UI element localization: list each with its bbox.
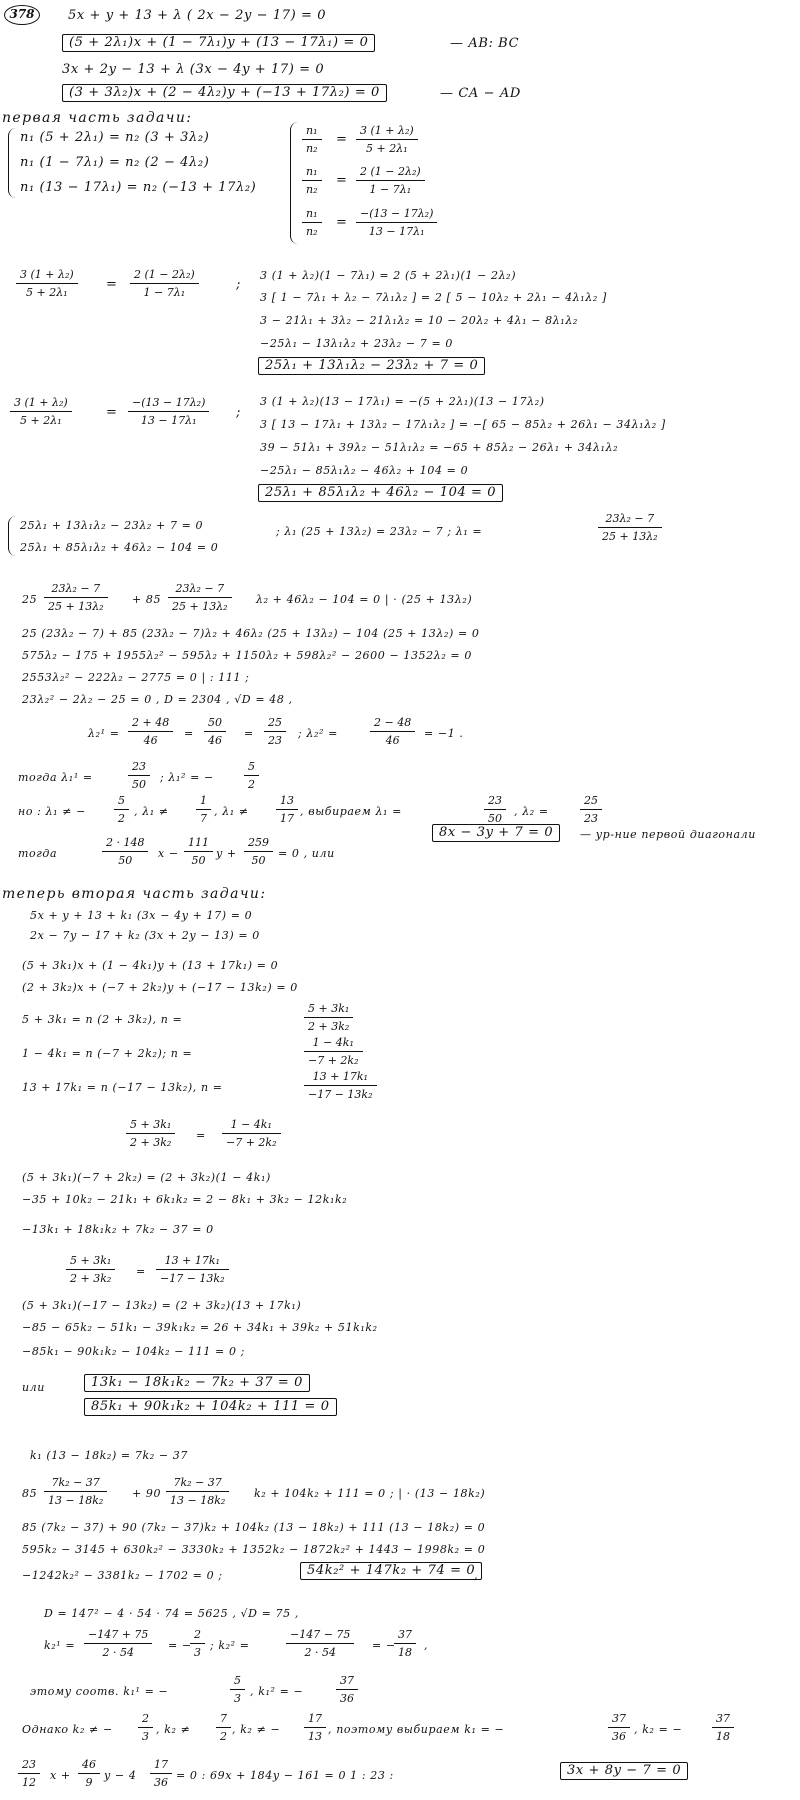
z-frac-2: $\frac{46}{9}$	[78, 1758, 100, 1789]
however-frac-3: $\frac{17}{13}$	[304, 1712, 326, 1743]
second-diagonal-equation: 3x + 8y − 7 = 0	[560, 1762, 688, 1780]
expand-line-3: 2553λ₂² − 222λ₂ − 2775 = 0 | : 111 ;	[22, 671, 250, 684]
boxed-quadratic-k2: 54k₂² + 147k₂ + 74 = 0	[300, 1562, 482, 1580]
block-a-semicolon: ;	[236, 277, 241, 292]
n-eq-2: 1 − 4k₁ = n (−7 + 2k₂); n =	[22, 1047, 193, 1060]
part1-heading: первая часть задачи:	[2, 110, 193, 126]
r-line-3: −85k₁ − 90k₁k₂ − 104k₂ − 111 = 0 ;	[22, 1345, 245, 1358]
z-frac-1: $\frac{23}{12}$	[18, 1758, 40, 1789]
d-frac-4: $\frac{37}{18}$	[394, 1628, 416, 1659]
d-mid-2: ; k₂² =	[210, 1639, 250, 1652]
ratio-1-eq: =	[336, 132, 348, 147]
boxed-k-eq-2: 85k₁ + 90k₁k₂ + 104k₂ + 111 = 0	[84, 1398, 337, 1416]
boxed-eq-ca-ad: (3 + 3λ₂)x + (2 − 4λ₂)y + (−13 + 17λ₂) = 0	[62, 84, 387, 102]
part2-line-4: (2 + 3k₂)x + (−7 + 2k₂)y + (−17 − 13k₂) = 0	[22, 981, 298, 994]
root-label-2: ; λ₂² =	[298, 727, 338, 740]
final1-mid-1: x −	[158, 847, 179, 860]
h-post: k₂ + 104k₂ + 111 = 0 ; | · (13 − 18k₂)	[254, 1487, 486, 1500]
or-label: или	[22, 1381, 45, 1394]
expand-line-4: 23λ₂² − 2λ₂ − 25 = 0 , D = 2304 , √D = 48 ,	[22, 693, 293, 706]
block-b-line-1: 3 (1 + λ₂)(13 − 17λ₁) = −(5 + 2λ₁)(13 − 17λ₂)	[260, 395, 545, 408]
lambda1-fraction: $\frac{\text{23λ₂ − 7}}{\text{25 + 13λ₂}}$	[598, 512, 662, 543]
block-a-line-1: 3 (1 + λ₂)(1 − 7λ₁) = 2 (5 + 2λ₁)(1 − 2λ₂)	[260, 269, 517, 282]
root-frac-1: $\frac{2 + 48}{46}$	[128, 716, 173, 747]
h-frac-1: $\frac{\text{7k₂ − 37}}{\text{13 − 18k₂}}$	[44, 1476, 107, 1507]
expand-line-2: 575λ₂ − 175 + 1955λ₂² − 595λ₂ + 1150λ₂ + 598λ₂² − 2600 − 1352λ₂ = 0	[22, 649, 472, 662]
root-end: = −1 .	[424, 727, 464, 740]
h-line-3-end: ,	[474, 1569, 479, 1582]
r-line-1: (5 + 3k₁)(−17 − 13k₂) = (2 + 3k₂)(13 + 17k₁)	[22, 1299, 302, 1312]
system-brace-1	[8, 128, 17, 198]
d-frac-1: $\frac{-147 + 75}{2 \cdot 54}$	[84, 1628, 152, 1659]
corr-label: этому соотв. k₁¹ = −	[30, 1685, 169, 1698]
but-frac-1: $\frac{5}{2}$	[114, 794, 129, 825]
choose-frac-2: $\frac{25}{23}$	[580, 794, 602, 825]
line-eq-2: 3x + 2y − 13 + λ (3x − 4y + 17) = 0	[62, 62, 325, 77]
lambda1-expression: ; λ₁ (25 + 13λ₂) = 23λ₂ − 7 ; λ₁ =	[276, 525, 483, 538]
choose-label-2: , λ₂ =	[514, 805, 549, 818]
disc-line: D = 147² − 4 · 54 · 74 = 5625 , √D = 75 ,	[44, 1607, 299, 1620]
z-mid-2: y − 4	[104, 1769, 137, 1782]
p-line-2: −35 + 10k₂ − 21k₁ + 6k₁k₂ = 2 − 8k₁ + 3k₂ − 12k₁k₂	[22, 1193, 348, 1206]
choose-frac-1: $\frac{23}{50}$	[484, 794, 506, 825]
z-frac-3: $\frac{17}{36}$	[150, 1758, 172, 1789]
final1-mid-3: = 0 , или	[278, 847, 335, 860]
h-line-3: −1242k₂² − 3381k₂ − 1702 = 0 ;	[22, 1569, 223, 1582]
subst-pre: 25	[22, 593, 38, 606]
system-brace-2	[290, 122, 299, 244]
n-eq-3: 13 + 17k₁ = n (−17 − 13k₂), n =	[22, 1081, 223, 1094]
but-frac-3: $\frac{13}{17}$	[276, 794, 298, 825]
subst-mid: + 85	[132, 593, 162, 606]
block-b-line-3: 39 − 51λ₁ + 39λ₂ − 51λ₁λ₂ = −65 + 85λ₂ − 26λ₁ + 34λ₁λ₂	[260, 441, 619, 454]
block-a-line-2: 3 [ 1 − 7λ₁ + λ₂ − 7λ₁λ₂ ] = 2 [ 5 − 10λ₂ + 2λ₁ − 4λ₁λ₂ ]	[260, 291, 607, 304]
then-label-2: ; λ₁² = −	[160, 771, 214, 784]
root-eq-2: =	[244, 727, 254, 740]
h-line-2: 595k₂ − 3145 + 630k₂² − 3330k₂ + 1352k₂ − 1872k₂² + 1443 − 1998k₂ = 0	[22, 1543, 486, 1556]
block-a-line-3: 3 − 21λ₁ + 3λ₂ − 21λ₁λ₂ = 10 − 20λ₂ + 4λ₁ − 8λ₁λ₂	[260, 314, 578, 327]
corr-mid: , k₁² = −	[250, 1685, 304, 1698]
however-mid-3: , поэтому выбираем k₁ = −	[328, 1723, 505, 1736]
however-frac-4: $\frac{37}{36}$	[608, 1712, 630, 1743]
block-b-line-2: 3 [ 13 − 17λ₁ + 13λ₂ − 17λ₁λ₂ ] = −[ 65 − 85λ₂ + 26λ₁ − 34λ₁λ₂ ]	[260, 418, 666, 431]
block-b-eq: =	[106, 405, 118, 420]
d-frac-2: $\frac{2}{3}$	[190, 1628, 205, 1659]
block-a-frac-2: $\frac{\text{2 (1 − 2λ₂)}}{\text{1 − 7λ₁}}$	[130, 268, 199, 299]
z-mid-3: = 0 : 69x + 184y − 161 = 0 1 : 23 :	[176, 1769, 394, 1782]
d-end: ,	[424, 1639, 429, 1652]
final1-frac-1: $\frac{2 \cdot 148}{50}$	[102, 836, 148, 867]
system-1-row-1: n₁ (5 + 2λ₁) = n₂ (3 + 3λ₂)	[20, 130, 210, 145]
but-label-3: , λ₁ ≠	[214, 805, 249, 818]
p-line-1: (5 + 3k₁)(−7 + 2k₂) = (2 + 3k₂)(1 − 4k₁)	[22, 1171, 271, 1184]
final1-mid-2: y +	[216, 847, 237, 860]
corr-frac-2: $\frac{37}{36}$	[336, 1674, 358, 1705]
then-frac-2: $\frac{5}{2}$	[244, 760, 259, 791]
r-line-2: −85 − 65k₂ − 51k₁ − 39k₁k₂ = 26 + 34k₁ + 39k₂ + 51k₁k₂	[22, 1321, 378, 1334]
subst-post: λ₂ + 46λ₂ − 104 = 0 | · (25 + 13λ₂)	[256, 593, 473, 606]
n-frac-3: $\frac{\text{13 + 17k₁}}{\text{−17 − 13k₂}}$	[304, 1070, 377, 1101]
r-frac-1: $\frac{\text{5 + 3k₁}}{\text{2 + 3k₂}}$	[66, 1254, 115, 1285]
note-ca-ad: — CA − AD	[440, 86, 521, 101]
choose-label: , выбираем λ₁ =	[300, 805, 402, 818]
ratio-3-lhs: $\frac{\text{n₁}}{\text{n₂}}$	[302, 207, 322, 238]
block-b-frac-1: $\frac{\text{3 (1 + λ₂)}}{\text{5 + 2λ₁}}$	[10, 396, 72, 427]
r-frac-2: $\frac{\text{13 + 17k₁}}{\text{−17 − 13k₂}}$	[156, 1254, 229, 1285]
block-a-boxed-result: 25λ₁ + 13λ₁λ₂ − 23λ₂ + 7 = 0	[258, 357, 485, 375]
k1-expression: k₁ (13 − 18k₂) = 7k₂ − 37	[30, 1449, 188, 1462]
ratio-3-eq: =	[336, 215, 348, 230]
subst-frac-1: $\frac{\text{23λ₂ − 7}}{\text{25 + 13λ₂}}$	[44, 582, 108, 613]
block-b-boxed-result: 25λ₁ + 85λ₁λ₂ + 46λ₂ − 104 = 0	[258, 484, 503, 502]
root-frac-4: $\frac{2 - 48}{46}$	[370, 716, 415, 747]
block-a-line-4: −25λ₁ − 13λ₁λ₂ + 23λ₂ − 7 = 0	[260, 337, 453, 350]
first-diagonal-equation: 8x − 3y + 7 = 0	[432, 824, 560, 842]
ratio-1-rhs: $\frac{\text{3 (1 + λ₂)}}{\text{5 + 2λ₁}}$	[356, 124, 418, 155]
but-label-2: , λ₁ ≠	[134, 805, 169, 818]
first-diagonal-note: — ур-ние первой диагонали	[580, 828, 756, 841]
block-b-frac-2: $\frac{\text{−(13 − 17λ₂)}}{\text{13 − 17λ₁}}$	[128, 396, 209, 427]
then-label: тогда λ₁¹ =	[18, 771, 93, 784]
d-mid-3: = −	[372, 1639, 396, 1652]
boxed-eq-ab-bc: (5 + 2λ₁)x + (1 − 7λ₁)y + (13 − 17λ₁) = 0	[62, 34, 375, 52]
final1-frac-3: $\frac{259}{50}$	[244, 836, 273, 867]
system-3-row-2: 25λ₁ + 85λ₁λ₂ + 46λ₂ − 104 = 0	[20, 541, 219, 554]
however-frac-2: $\frac{7}{2}$	[216, 1712, 231, 1743]
line-eq-1: 5x + y + 13 + λ ( 2x − 2y − 17) = 0	[68, 8, 327, 23]
corr-frac-1: $\frac{5}{3}$	[230, 1674, 245, 1705]
block-b-line-4: −25λ₁ − 85λ₁λ₂ − 46λ₂ + 104 = 0	[260, 464, 469, 477]
n-eq-1: 5 + 3k₁ = n (2 + 3k₂), n =	[22, 1013, 183, 1026]
n-frac-2: $\frac{\text{1 − 4k₁}}{\text{−7 + 2k₂}}$	[304, 1036, 363, 1067]
but-label: но : λ₁ ≠ −	[18, 805, 86, 818]
ratio-1-lhs: $\frac{\text{n₁}}{\text{n₂}}$	[302, 124, 322, 155]
r-eq: =	[136, 1265, 146, 1278]
expand-line-1: 25 (23λ₂ − 7) + 85 (23λ₂ − 7)λ₂ + 46λ₂ (25 + 13λ₂) − 104 (25 + 13λ₂) = 0	[22, 627, 480, 640]
n-frac-1: $\frac{\text{5 + 3k₁}}{\text{2 + 3k₂}}$	[304, 1002, 353, 1033]
h-mid: + 90	[132, 1487, 162, 1500]
part2-heading: теперь вторая часть задачи:	[2, 886, 267, 902]
root-frac-2: $\frac{50}{46}$	[204, 716, 226, 747]
ratio-2-lhs: $\frac{\text{n₁}}{\text{n₂}}$	[302, 165, 322, 196]
h-pre: 85	[22, 1487, 38, 1500]
z-mid-1: x +	[50, 1769, 71, 1782]
however-frac-5: $\frac{37}{18}$	[712, 1712, 734, 1743]
d-frac-3: $\frac{-147 - 75}{2 \cdot 54}$	[286, 1628, 354, 1659]
h-line-1: 85 (7k₂ − 37) + 90 (7k₂ − 37)k₂ + 104k₂ (13 − 18k₂) + 111 (13 − 18k₂) = 0	[22, 1521, 486, 1534]
part2-line-2: 2x − 7y − 17 + k₂ (3x + 2y − 13) = 0	[30, 929, 260, 942]
root-frac-3: $\frac{25}{23}$	[264, 716, 286, 747]
final1-label: тогда	[18, 847, 58, 860]
however-mid-2: , k₂ ≠ −	[232, 1723, 281, 1736]
ratio-2-eq: =	[336, 173, 348, 188]
however-mid-1: , k₂ ≠	[156, 1723, 191, 1736]
subst-frac-2: $\frac{\text{23λ₂ − 7}}{\text{25 + 13λ₂}}$	[168, 582, 232, 613]
d-mid-1: = −	[168, 1639, 192, 1652]
block-a-frac-1: $\frac{\text{3 (1 + λ₂)}}{\text{5 + 2λ₁}}$	[16, 268, 78, 299]
then-frac-1: $\frac{23}{50}$	[128, 760, 150, 791]
however-label: Однако k₂ ≠ −	[22, 1723, 113, 1736]
however-frac-1: $\frac{2}{3}$	[138, 1712, 153, 1743]
p-frac-1: $\frac{\text{5 + 3k₁}}{\text{2 + 3k₂}}$	[126, 1118, 175, 1149]
system-brace-3	[8, 516, 17, 556]
system-1-row-2: n₁ (1 − 7λ₁) = n₂ (2 − 4λ₂)	[20, 155, 210, 170]
ratio-2-rhs: $\frac{\text{2 (1 − 2λ₂)}}{\text{1 − 7λ₁}}$	[356, 165, 425, 196]
note-ab-bc: — AB: BC	[450, 36, 520, 51]
block-a-eq: =	[106, 277, 118, 292]
final1-frac-2: $\frac{111}{50}$	[184, 836, 213, 867]
part2-line-3: (5 + 3k₁)x + (1 − 4k₁)y + (13 + 17k₁) = 0	[22, 959, 279, 972]
system-3-row-1: 25λ₁ + 13λ₁λ₂ − 23λ₂ + 7 = 0	[20, 519, 204, 532]
ratio-3-rhs: $\frac{\text{−(13 − 17λ₂)}}{\text{13 − 17λ₁}}$	[356, 207, 437, 238]
p-line-3: −13k₁ + 18k₁k₂ + 7k₂ − 37 = 0	[22, 1223, 214, 1236]
but-frac-2: $\frac{1}{7}$	[196, 794, 211, 825]
part2-line-1: 5x + y + 13 + k₁ (3x − 4y + 17) = 0	[30, 909, 253, 922]
however-mid-4: , k₂ = −	[634, 1723, 683, 1736]
problem-number: 378	[4, 5, 40, 25]
block-b-semicolon: ;	[236, 405, 241, 420]
root-label-1: λ₂¹ =	[88, 727, 120, 740]
root-eq-1: =	[184, 727, 194, 740]
boxed-k-eq-1: 13k₁ − 18k₁k₂ − 7k₂ + 37 = 0	[84, 1374, 310, 1392]
d-label-1: k₂¹ =	[44, 1639, 76, 1652]
system-1-row-3: n₁ (13 − 17λ₁) = n₂ (−13 + 17λ₂)	[20, 180, 257, 195]
p-frac-2: $\frac{\text{1 − 4k₁}}{\text{−7 + 2k₂}}$	[222, 1118, 281, 1149]
p-eq: =	[196, 1129, 206, 1142]
h-frac-2: $\frac{\text{7k₂ − 37}}{\text{13 − 18k₂}}$	[166, 1476, 229, 1507]
